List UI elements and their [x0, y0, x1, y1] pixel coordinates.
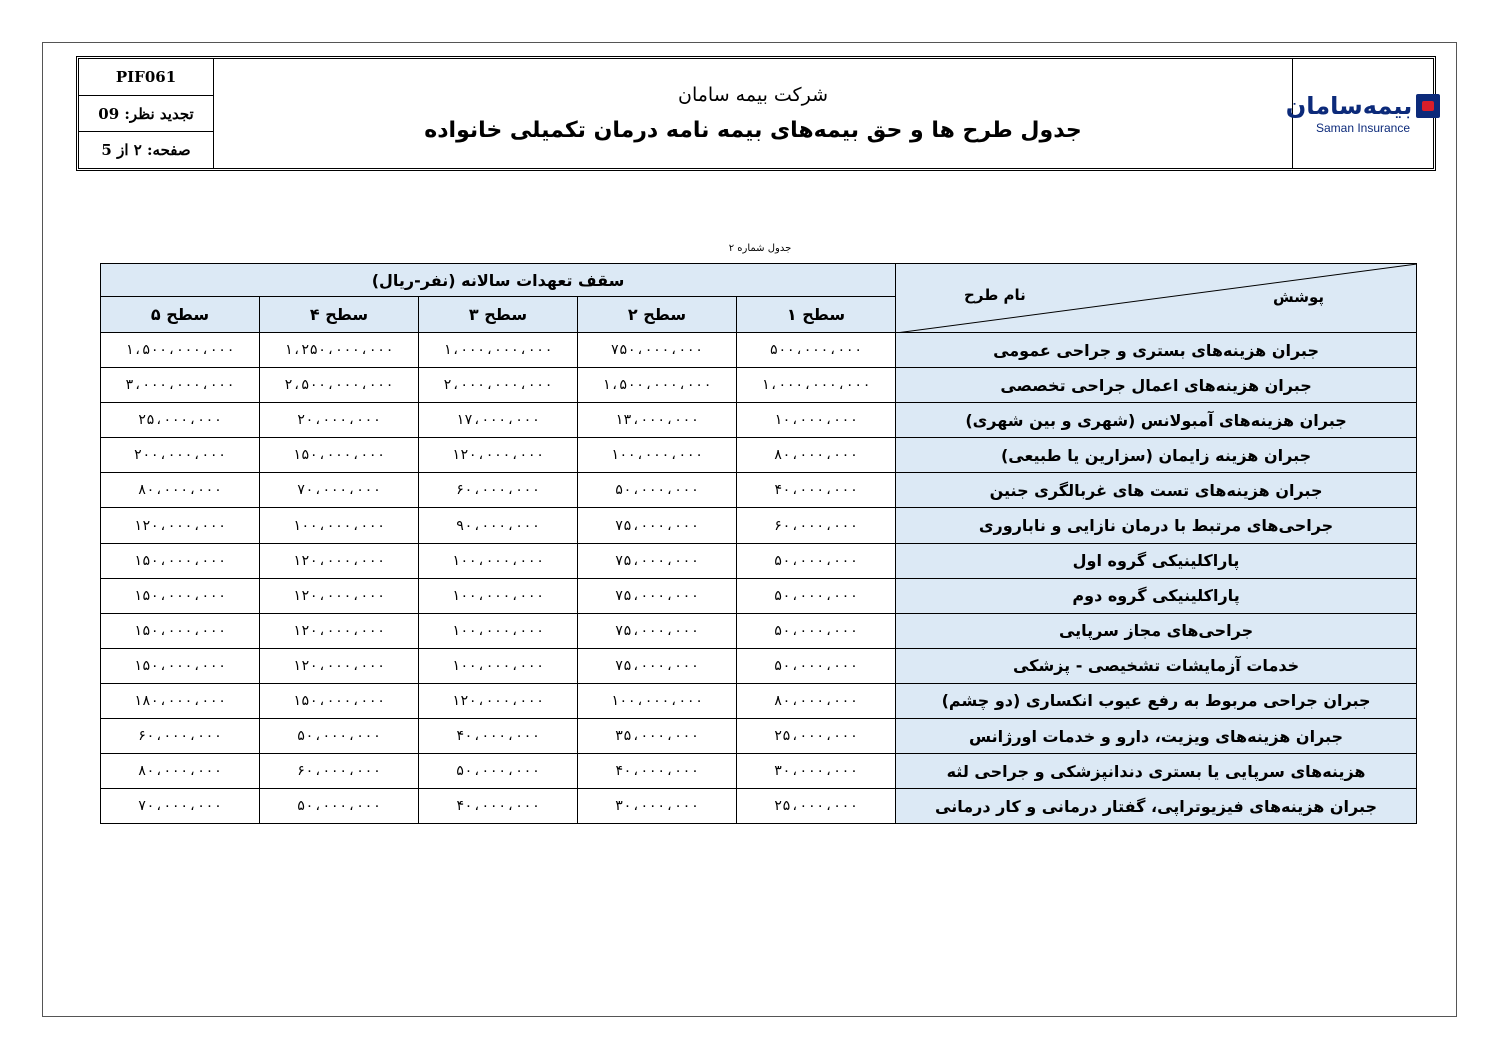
table-row	[101, 438, 1417, 473]
coverage-name: هزینه‌های سرپایی یا بستری دندانپزشکی و جراحی لثه	[896, 754, 1417, 789]
level-3-value: ۱۲۰،۰۰۰،۰۰۰	[419, 438, 578, 473]
annual-limit-header: سقف تعهدات سالانه (نفر-ریال)	[101, 264, 896, 297]
level-3-value: ۹۰،۰۰۰،۰۰۰	[419, 508, 578, 543]
table-row	[101, 403, 1417, 438]
level-5-value: ۱،۵۰۰،۰۰۰،۰۰۰	[101, 333, 260, 368]
coverage-name: خدمات آزمایشات تشخیصی - پزشکی	[896, 648, 1417, 683]
level-2-value: ۱،۵۰۰،۰۰۰،۰۰۰	[578, 368, 737, 403]
level-1-value: ۲۵،۰۰۰،۰۰۰	[737, 789, 896, 824]
level-4-value: ۱،۲۵۰،۰۰۰،۰۰۰	[260, 333, 419, 368]
level-5-value: ۱۲۰،۰۰۰،۰۰۰	[101, 508, 260, 543]
coverage-name: جبران هزینه‌های بستری و جراحی عمومی	[896, 333, 1417, 368]
table-row	[101, 613, 1417, 648]
table-row	[101, 473, 1417, 508]
title-block	[214, 59, 1292, 168]
coverage-name: جبران هزینه‌های آمبولانس (شهری و بین شهری)	[896, 403, 1417, 438]
level-2-value: ۴۰،۰۰۰،۰۰۰	[578, 754, 737, 789]
table-row	[101, 333, 1417, 368]
level-2-value: ۷۵،۰۰۰،۰۰۰	[578, 648, 737, 683]
level-1-value: ۱۰،۰۰۰،۰۰۰	[737, 403, 896, 438]
level-4-value: ۱۲۰،۰۰۰،۰۰۰	[260, 543, 419, 578]
level-4-value: ۲۰،۰۰۰،۰۰۰	[260, 403, 419, 438]
level-2-value: ۱۰۰،۰۰۰،۰۰۰	[578, 683, 737, 718]
form-code: PIF061	[79, 59, 213, 96]
level-4-value: ۶۰،۰۰۰،۰۰۰	[260, 754, 419, 789]
coverage-name: جبران هزینه زایمان (سزارین یا طبیعی)	[896, 438, 1417, 473]
table-body	[101, 333, 1417, 824]
document-header	[76, 56, 1436, 171]
level-3-value: ۵۰،۰۰۰،۰۰۰	[419, 754, 578, 789]
level-5-value: ۱۵۰،۰۰۰،۰۰۰	[101, 613, 260, 648]
level-3-value: ۶۰،۰۰۰،۰۰۰	[419, 473, 578, 508]
revision-number: تجدید نظر: 09	[79, 96, 213, 133]
level-2-value: ۵۰،۰۰۰،۰۰۰	[578, 473, 737, 508]
level-5-value: ۲۰۰،۰۰۰،۰۰۰	[101, 438, 260, 473]
level-5-value: ۸۰،۰۰۰،۰۰۰	[101, 473, 260, 508]
level-5-value: ۱۵۰،۰۰۰،۰۰۰	[101, 648, 260, 683]
level-3-value: ۱۰۰،۰۰۰،۰۰۰	[419, 648, 578, 683]
level-1-value: ۲۵،۰۰۰،۰۰۰	[737, 719, 896, 754]
level-4-value: ۷۰،۰۰۰،۰۰۰	[260, 473, 419, 508]
document-title: جدول طرح ها و حق بیمه‌های بیمه نامه درمان تکمیلی خانواده	[424, 118, 1082, 143]
logo-text-en: Saman Insurance	[1315, 121, 1411, 135]
table-row	[101, 683, 1417, 718]
level-2-value: ۷۵،۰۰۰،۰۰۰	[578, 508, 737, 543]
coverage-name: جبران هزینه‌های فیزیوتراپی، گفتار درمانی و کار درمانی	[896, 789, 1417, 824]
level-4-value: ۲،۵۰۰،۰۰۰،۰۰۰	[260, 368, 419, 403]
level-1-value: ۱،۰۰۰،۰۰۰،۰۰۰	[737, 368, 896, 403]
logo-icon	[1416, 94, 1440, 118]
level-5-value: ۳،۰۰۰،۰۰۰،۰۰۰	[101, 368, 260, 403]
level-5-header: سطح ۵	[101, 297, 260, 333]
level-4-value: ۵۰،۰۰۰،۰۰۰	[260, 789, 419, 824]
table-row	[101, 368, 1417, 403]
level-2-value: ۳۰،۰۰۰،۰۰۰	[578, 789, 737, 824]
level-4-value: ۱۵۰،۰۰۰،۰۰۰	[260, 683, 419, 718]
level-1-value: ۵۰۰،۰۰۰،۰۰۰	[737, 333, 896, 368]
level-1-value: ۵۰،۰۰۰،۰۰۰	[737, 648, 896, 683]
coverage-name: جبران جراحی مربوط به رفع عیوب انکساری (دو چشم)	[896, 683, 1417, 718]
coverage-name: جراحی‌های مجاز سرپایی	[896, 613, 1417, 648]
level-2-value: ۱۳،۰۰۰،۰۰۰	[578, 403, 737, 438]
level-3-value: ۱،۰۰۰،۰۰۰،۰۰۰	[419, 333, 578, 368]
table-row	[101, 543, 1417, 578]
level-1-value: ۸۰،۰۰۰،۰۰۰	[737, 683, 896, 718]
logo-text-fa: بیمه‌سامان	[1285, 92, 1413, 120]
level-3-header: سطح ۳	[419, 297, 578, 333]
level-3-value: ۱۰۰،۰۰۰،۰۰۰	[419, 578, 578, 613]
level-5-value: ۸۰،۰۰۰،۰۰۰	[101, 754, 260, 789]
level-3-value: ۱۷،۰۰۰،۰۰۰	[419, 403, 578, 438]
level-2-value: ۷۵،۰۰۰،۰۰۰	[578, 613, 737, 648]
plan-name-header: نام طرح	[964, 286, 1026, 304]
level-1-value: ۶۰،۰۰۰،۰۰۰	[737, 508, 896, 543]
form-info-block	[79, 59, 214, 168]
coverage-name: پاراکلینیکی گروه دوم	[896, 578, 1417, 613]
table-caption: جدول شماره ۲	[728, 243, 792, 254]
level-3-value: ۱۲۰،۰۰۰،۰۰۰	[419, 683, 578, 718]
level-5-value: ۶۰،۰۰۰،۰۰۰	[101, 719, 260, 754]
level-3-value: ۴۰،۰۰۰،۰۰۰	[419, 719, 578, 754]
plan-coverage-header-cell	[896, 264, 1417, 333]
table-row	[101, 578, 1417, 613]
level-2-header: سطح ۲	[578, 297, 737, 333]
level-5-value: ۲۵،۰۰۰،۰۰۰	[101, 403, 260, 438]
level-5-value: ۱۸۰،۰۰۰،۰۰۰	[101, 683, 260, 718]
coverage-name: پاراکلینیکی گروه اول	[896, 543, 1417, 578]
level-2-value: ۷۵۰،۰۰۰،۰۰۰	[578, 333, 737, 368]
level-1-header: سطح ۱	[737, 297, 896, 333]
coverage-table	[100, 263, 1417, 824]
level-5-value: ۱۵۰،۰۰۰،۰۰۰	[101, 543, 260, 578]
company-name: شرکت بیمه سامان	[678, 84, 829, 106]
level-5-value: ۷۰،۰۰۰،۰۰۰	[101, 789, 260, 824]
level-1-value: ۵۰،۰۰۰،۰۰۰	[737, 578, 896, 613]
coverage-name: جبران هزینه‌های ویزیت، دارو و خدمات اورژانس	[896, 719, 1417, 754]
level-2-value: ۷۵،۰۰۰،۰۰۰	[578, 578, 737, 613]
level-4-value: ۱۲۰،۰۰۰،۰۰۰	[260, 578, 419, 613]
level-2-value: ۳۵،۰۰۰،۰۰۰	[578, 719, 737, 754]
coverage-name: جراحی‌های مرتبط با درمان نازایی و ناباروری	[896, 508, 1417, 543]
coverage-name: جبران هزینه‌های اعمال جراحی تخصصی	[896, 368, 1417, 403]
coverage-name: جبران هزینه‌های تست های غربالگری جنین	[896, 473, 1417, 508]
level-4-value: ۱۵۰،۰۰۰،۰۰۰	[260, 438, 419, 473]
level-1-value: ۳۰،۰۰۰،۰۰۰	[737, 754, 896, 789]
level-3-value: ۱۰۰،۰۰۰،۰۰۰	[419, 613, 578, 648]
level-5-value: ۱۵۰،۰۰۰،۰۰۰	[101, 578, 260, 613]
level-2-value: ۱۰۰،۰۰۰،۰۰۰	[578, 438, 737, 473]
page-number: صفحه: ۲ از 5	[101, 141, 191, 160]
level-4-value: ۱۲۰،۰۰۰،۰۰۰	[260, 613, 419, 648]
level-4-value: ۱۲۰،۰۰۰،۰۰۰	[260, 648, 419, 683]
table-row	[101, 508, 1417, 543]
table-row	[101, 754, 1417, 789]
table-row	[101, 789, 1417, 824]
company-logo	[1285, 59, 1433, 168]
level-3-value: ۲،۰۰۰،۰۰۰،۰۰۰	[419, 368, 578, 403]
level-1-value: ۴۰،۰۰۰،۰۰۰	[737, 473, 896, 508]
level-2-value: ۷۵،۰۰۰،۰۰۰	[578, 543, 737, 578]
level-3-value: ۴۰،۰۰۰،۰۰۰	[419, 789, 578, 824]
level-1-value: ۸۰،۰۰۰،۰۰۰	[737, 438, 896, 473]
table-row	[101, 719, 1417, 754]
level-1-value: ۵۰،۰۰۰،۰۰۰	[737, 613, 896, 648]
table-row	[101, 648, 1417, 683]
level-3-value: ۱۰۰،۰۰۰،۰۰۰	[419, 543, 578, 578]
level-4-value: ۱۰۰،۰۰۰،۰۰۰	[260, 508, 419, 543]
level-1-value: ۵۰،۰۰۰،۰۰۰	[737, 543, 896, 578]
level-4-header: سطح ۴	[260, 297, 419, 333]
coverage-header: پوشش	[1273, 288, 1325, 306]
level-4-value: ۵۰،۰۰۰،۰۰۰	[260, 719, 419, 754]
